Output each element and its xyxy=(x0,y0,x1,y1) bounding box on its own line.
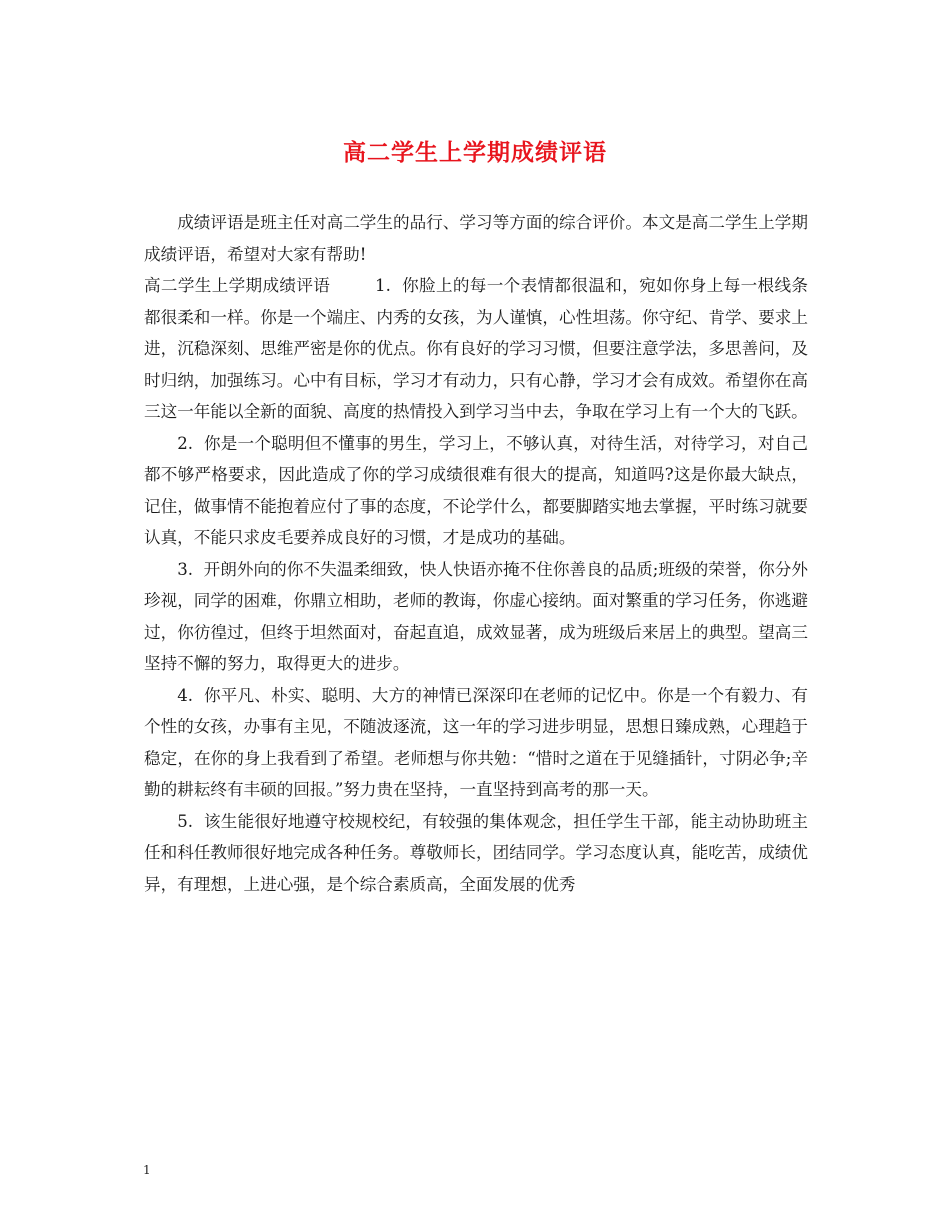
page-number: 1 xyxy=(143,1163,151,1177)
comment-paragraph-5: 5. 该生能很好地遵守校规校纪，有较强的集体观念，担任学生干部，能主动协助班主任和科任教师很好地完成各种任务。尊敬师长，团结同学。学习态度认真，能吃苦，成绩优异，有理想，上进心强，是个综合素质高，全面发展的优秀 xyxy=(144,811,808,894)
intro-paragraph: 成绩评语是班主任对高二学生的品行、学习等方面的综合评价。本文是高二学生上学期成绩评语，希望对大家有帮助! xyxy=(144,213,808,264)
document-body xyxy=(144,207,808,900)
document-title: 高二学生上学期成绩评语 xyxy=(343,139,607,166)
comment-paragraph-4: 4. 你平凡、朴实、聪明、大方的神情已深深印在老师的记忆中。你是一个有毅力、有个性的女孩，办事有主见，不随波逐流，这一年的学习进步明显，思想日臻成熟，心理趋于稳定，在你的身上我看到了希望。老师想与你共勉：“惜时之道在于见缝插针，寸阴必争;辛勤的耕耘终有丰硕的回报。”努力贵在坚持，一直坚持到高考的那一天。 xyxy=(144,685,808,799)
comment-paragraph-1: 高二学生上学期成绩评语 1. 你脸上的每一个表情都很温和，宛如你身上每一根线条都很柔和一样。你是一个端庄、内秀的女孩，为人谨慎，心性坦荡。你守纪、肯学、要求上进，沉稳深刻、思维严密是你的优点。你有良好的学习习惯，但要注意学法，多思善问，及时归纳，加强练习。心中有目标，学习才有动力，只有心静，学习才会有成效。希望你在高三这一年能以全新的面貌、高度的热情投入到学习当中去，争取在学习上有一个大的飞跃。 xyxy=(144,276,808,421)
comment-paragraph-2: 2. 你是一个聪明但不懂事的男生，学习上，不够认真，对待生活，对待学习，对自己都不够严格要求，因此造成了你的学习成绩很难有很大的提高，知道吗?这是你最大缺点，记住，做事情不能抱着应付了事的态度，不论学什么，都要脚踏实地去掌握，平时练习就要认真，不能只求皮毛要养成良好的习惯，才是成功的基础。 xyxy=(144,433,808,547)
comment-paragraph-3: 3. 开朗外向的你不失温柔细致，快人快语亦掩不住你善良的品质;班级的荣誉，你分外珍视，同学的困难，你鼎立相助，老师的教诲，你虚心接纳。面对繁重的学习任务，你逃避过，你彷徨过，但终于坦然面对，奋起直追，成效显著，成为班级后来居上的典型。望高三坚持不懈的努力，取得更大的进步。 xyxy=(144,559,808,673)
